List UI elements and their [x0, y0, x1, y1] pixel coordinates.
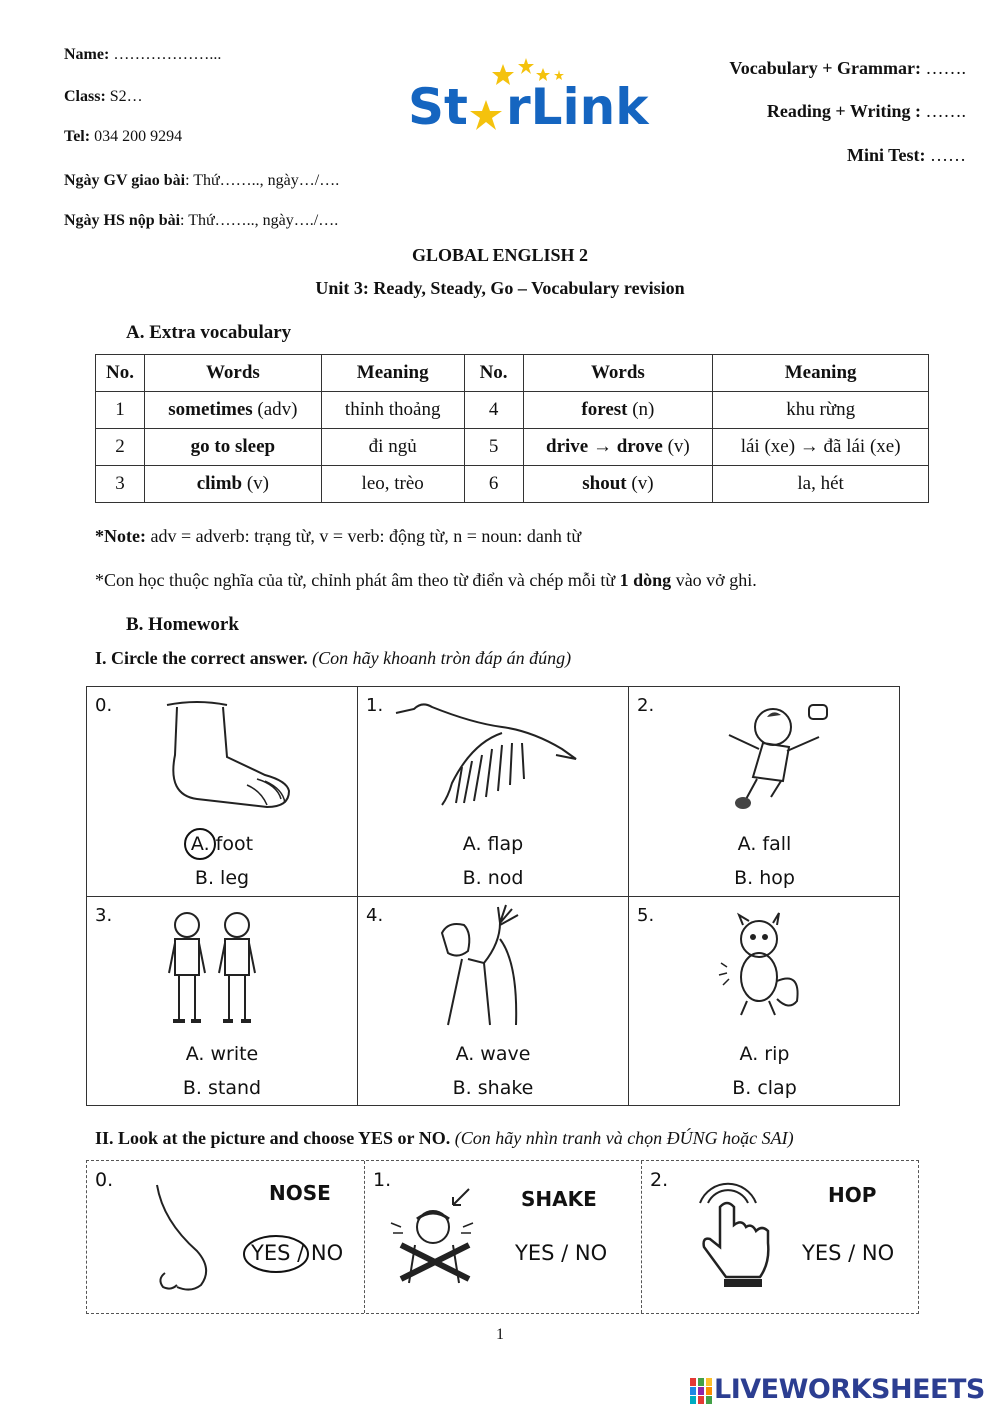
question-number: 1.	[366, 695, 384, 716]
question-number: 5.	[637, 905, 655, 926]
boy-crossed-arms-icon	[387, 1183, 487, 1287]
cell-word: climb (v)	[144, 466, 321, 503]
score-reading-writing: Reading + Writing : …….	[766, 101, 966, 121]
yes-no-choice: YES / NO	[515, 1241, 608, 1265]
tel-line: Tel: 034 200 9294	[64, 128, 183, 145]
cell-no: 3	[96, 466, 145, 503]
cell-no: 5	[464, 429, 523, 466]
question-number: 2.	[637, 695, 655, 716]
table-row	[96, 466, 929, 503]
question-number: 0.	[95, 1169, 114, 1191]
table-header-row	[96, 355, 929, 392]
option-b[interactable]: B. clap	[732, 1077, 797, 1099]
duck-icon	[392, 693, 582, 811]
page-title: GLOBAL ENGLISH 2	[411, 245, 589, 265]
part2-heading: II. Look at the picture and choose YES or NO. (Con hãy nhìn tranh và chọn ĐÚNG hoặc SAI)	[95, 1128, 794, 1148]
option-b[interactable]: B. leg	[194, 867, 250, 889]
boy-falling-icon	[709, 697, 839, 815]
cell-word: drive → drove (v)	[523, 429, 713, 466]
page-subtitle: Unit 3: Ready, Steady, Go – Vocabulary revision	[315, 278, 685, 298]
name-line: Name: ………………...	[64, 46, 222, 63]
cell-word: go to sleep	[144, 429, 321, 466]
question-number: 0.	[95, 695, 113, 716]
question-cell	[365, 1161, 642, 1313]
logo-text-start: St	[408, 78, 468, 136]
question-cell	[629, 897, 900, 1105]
option-b[interactable]: B. nod	[462, 867, 524, 889]
question-number: 1.	[373, 1169, 392, 1191]
question-cell	[87, 897, 358, 1105]
option-b[interactable]: B. hop	[734, 867, 795, 889]
col-meaning-2: Meaning	[713, 355, 929, 392]
assign-date-line: Ngày GV giao bài: Thứ…….., ngày…/….	[64, 172, 340, 189]
option-a[interactable]: A. wave	[455, 1043, 531, 1065]
liveworksheets-text: LIVEWORKSHEETS	[714, 1374, 985, 1405]
starlink-logo	[408, 56, 668, 136]
yes-option[interactable]: YES	[515, 1241, 555, 1265]
table-row	[96, 429, 929, 466]
boys-standing-icon	[163, 907, 263, 1029]
cell-word: sometimes (adv)	[144, 392, 321, 429]
cell-meaning: leo, trèo	[321, 466, 464, 503]
question-cell	[642, 1161, 918, 1313]
yes-no-choice: YES / NO	[251, 1241, 344, 1265]
question-number: 3.	[95, 905, 113, 926]
question-cell	[87, 687, 358, 897]
question-number: 4.	[366, 905, 384, 926]
cell-no: 6	[464, 466, 523, 503]
foot-icon	[157, 695, 297, 813]
option-b[interactable]: B. shake	[452, 1077, 534, 1099]
question-cell	[358, 897, 629, 1105]
study-instruction: *Con học thuộc nghĩa của từ, chỉnh phát âm theo từ điển và chép mỗi từ 1 dòng vào vở ghi.	[95, 570, 757, 590]
cell-meaning: đi ngủ	[321, 429, 464, 466]
option-a[interactable]: A. flap	[462, 833, 524, 855]
col-no-2: No.	[464, 355, 523, 392]
finger-tap-icon	[690, 1173, 780, 1293]
option-a[interactable]: A. write	[185, 1043, 259, 1065]
no-option[interactable]: NO	[310, 1241, 344, 1265]
col-no: No.	[96, 355, 145, 392]
yes-no-grid	[86, 1160, 919, 1314]
yes-option[interactable]: YES	[802, 1241, 842, 1265]
abbreviation-note: *Note: adv = adverb: trạng từ, v = verb: động từ, n = noun: danh từ	[95, 526, 582, 546]
score-vocab-grammar: Vocabulary + Grammar: …….	[729, 58, 966, 78]
score-mini-test: Mini Test: ……	[846, 145, 966, 165]
option-b[interactable]: B. stand	[182, 1077, 262, 1099]
part1-heading: I. Circle the correct answer. (Con hãy khoanh tròn đáp án đúng)	[95, 648, 572, 668]
submit-date-line: Ngày HS nộp bài: Thứ…….., ngày…./….	[64, 212, 339, 229]
answer-circle-icon	[241, 1233, 311, 1275]
col-meaning: Meaning	[321, 355, 464, 392]
cell-meaning: lái (xe) → đã lái (xe)	[713, 429, 929, 466]
nose-icon	[147, 1181, 227, 1301]
class-line: Class: S2…	[64, 88, 143, 105]
option-a[interactable]: A. rip	[739, 1043, 790, 1065]
logo-text-end: rLink	[506, 78, 649, 136]
question-cell	[358, 687, 629, 897]
cell-meaning: khu rừng	[713, 392, 929, 429]
answer-circle-icon	[183, 827, 217, 861]
target-word: NOSE	[269, 1181, 331, 1205]
target-word: SHAKE	[521, 1187, 597, 1211]
question-cell	[629, 687, 900, 897]
no-option[interactable]: NO	[574, 1241, 608, 1265]
col-words: Words	[144, 355, 321, 392]
col-words-2: Words	[523, 355, 713, 392]
cell-no: 1	[96, 392, 145, 429]
cell-word: forest (n)	[523, 392, 713, 429]
cell-meaning: la, hét	[713, 466, 929, 503]
circle-answer-grid	[86, 686, 900, 1106]
man-waving-icon	[428, 903, 548, 1033]
section-a-heading: A. Extra vocabulary	[126, 322, 292, 343]
option-a[interactable]: A. foot	[190, 833, 254, 855]
table-row	[96, 392, 929, 429]
no-option[interactable]: NO	[861, 1241, 895, 1265]
vocabulary-table	[95, 354, 929, 503]
cell-meaning: thỉnh thoảng	[321, 392, 464, 429]
question-cell	[87, 1161, 365, 1313]
cell-no: 4	[464, 392, 523, 429]
target-word: HOP	[828, 1183, 877, 1207]
question-number: 2.	[650, 1169, 669, 1191]
cell-word: shout (v)	[523, 466, 713, 503]
yes-option[interactable]: YES	[251, 1241, 291, 1265]
chipmunk-icon	[717, 911, 807, 1021]
yes-no-choice: YES / NO	[802, 1241, 895, 1265]
section-b-heading: B. Homework	[126, 614, 239, 635]
option-a[interactable]: A. fall	[737, 833, 792, 855]
cell-no: 2	[96, 429, 145, 466]
liveworksheets-icon	[690, 1378, 712, 1404]
page-number: 1	[496, 1326, 504, 1343]
